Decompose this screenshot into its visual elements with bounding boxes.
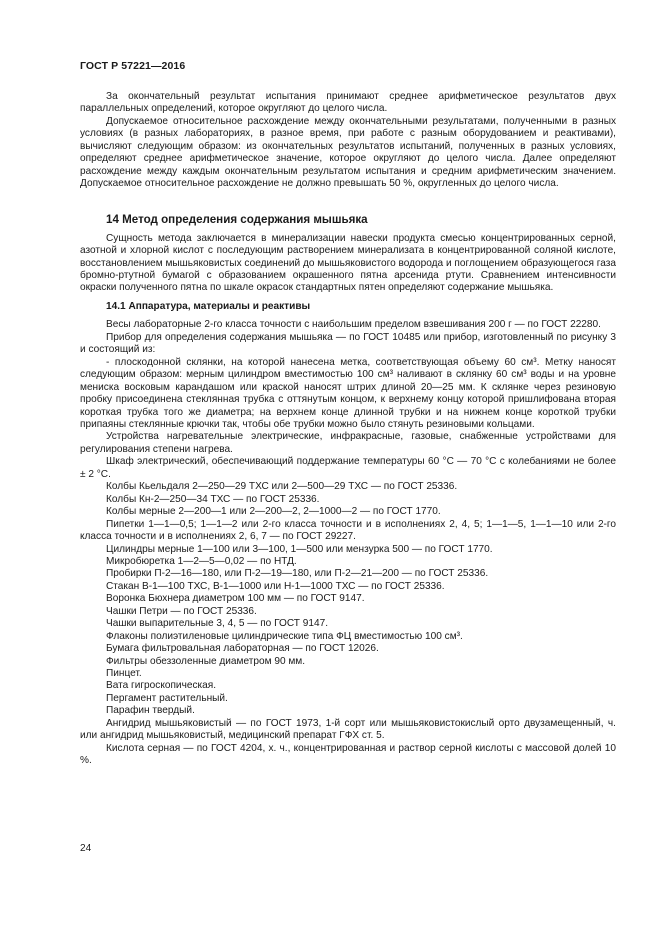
list-item: Чашки Петри — по ГОСТ 25336. [106,605,257,617]
list-item: Стакан В-1—100 ТХС, В-1—1000 или Н-1—1000 ТХС — по ГОСТ 25336. [106,580,445,592]
list-item: Шкаф электрический, обеспечивающий поддержание температуры 60 °С — 70 °С с колебаниями не более ± 2 °С. [80,456,616,480]
list-item: Пробирки П-2—16—180, или П-2—19—180, или П-2—21—200 — по ГОСТ 25336. [106,568,489,580]
list-item: Колбы Кьельдаля 2—250—29 ТХС или 2—500—29 ТХС — по ГОСТ 25336. [106,481,458,493]
list-item: Прибор для определения содержания мышьяка — по ГОСТ 10485 или прибор, изготовленный по рисунку 3 и состоящий из: [80,331,616,356]
list-item: Весы лабораторные 2-го класса точности с наибольшим пределом взвешивания 200 г — по ГОСТ 22280. [106,319,601,331]
section-title: 14 Метод определения содержания мышьяка [106,212,368,226]
equipment-list [80,319,616,767]
paragraph-final-result: За окончательный результат испытания принимают среднее арифметическое результатов двух параллельных определений, которое округляют до целого числа. [80,91,616,115]
list-item: Цилиндры мерные 1—100 или 3—100, 1—500 или мензурка 500 — по ГОСТ 1770. [106,543,493,555]
list-item: Парафин твердый. [106,705,195,717]
list-item: Кислота серная — по ГОСТ 4204, х. ч., концентрированная и раствор серной кислоты с массовой долей 10 %. [80,742,616,767]
paragraph-allowed-discrepancy: Допускаемое относительное расхождение между окончательными результатами, полученными в разных условиях (в разных лабораториях, в разное время, при работе с разным оборудованием и реактивами), вычисляют следующим образом: из окончательных результатов испытаний, полученных в разных условиях, определяют среднее арифметическое значение, которое округляют до целого числа. Далее определяют расхождение между каждым окончательным результатом испытания и средним арифметическим значением. Допускаемое относительное расхождение не должно превышать 50 %, округленных до целого числа. [80,115,616,190]
paragraph-method-essence: Сущность метода заключается в минерализации навески продукта смесью концентрированных серной, азотной и хлорной кислот с последующим растворением минерализата в концентрированной соляной кислоте, восстановлением мышьяковистых соединений до мышьяковистого водорода и поглощением образующегося газа бромно-ртутной бумагой с образованием окрашенного пятна арсенида ртути. Сравнением интенсивности окраски полученного пятна по шкале окрасок стандартных пятен определяют содержание мышьяка. [80,232,616,294]
page-number: 24 [80,843,92,854]
subsection-title: 14.1 Аппаратура, материалы и реактивы [106,300,311,312]
list-item: Микробюретка 1—2—5—0,02 — по НТД. [106,555,297,567]
list-item: Колбы Кн-2—250—34 ТХС — по ГОСТ 25336. [106,493,320,505]
list-item: Фильтры обеззоленные диаметром 90 мм. [106,655,306,667]
list-item: Колбы мерные 2—200—1 или 2—200—2, 2—1000—2 — по ГОСТ 1770. [106,506,441,518]
document-header: ГОСТ Р 57221—2016 [80,60,186,72]
list-item: Чашки выпарительные 3, 4, 5 — по ГОСТ 9147. [106,618,329,630]
list-item: - плоскодонной склянки, на которой нанесена метка, соответствующая объему 60 см³. Метку наносят следующим образом: мерным цилиндром вместимостью 100 см³ наливают в склянку 60 см³ воды и на уровне мениска восковым карандашом или краской наносят штрих длиной 20—25 мм. К склянке через резиновую пробку присоединена стеклянная трубка с оттянутым концом, к верхнему концу которой пришлифована вторая короткая трубка того же диаметра; на верхнем конце длинной трубки и на нижнем конце короткой трубки припаяны стеклянные крючки так, чтобы обе трубки можно было стянуть резиновыми кольцами. [80,356,616,430]
list-item: Вата гигроскопическая. [106,680,217,692]
page-content [80,91,616,768]
list-item: Пипетки 1—1—0,5; 1—1—2 или 2-го класса точности и в исполнениях 2, 4, 5; 1—1—5, 1—1—10 или 2-го класса точности и в исполнениях 2, 6, 7 — по ГОСТ 29227. [80,518,616,543]
list-item: Пинцет. [106,668,142,680]
list-item: Пергамент растительный. [106,692,228,704]
list-item: Бумага фильтровальная лабораторная — по ГОСТ 12026. [106,643,379,655]
list-item: Воронка Бюхнера диаметром 100 мм — по ГОСТ 9147. [106,593,365,605]
list-item: Флаконы полиэтиленовые цилиндрические типа ФЦ вместимостью 100 см³. [106,630,463,642]
list-item: Ангидрид мышьяковистый — по ГОСТ 1973, 1-й сорт или мышьяковистокислый орто двузамещенный, ч. или ангидрид мышьяковистый, медицинский препарат ГФХ ст. 5. [80,717,616,742]
list-item: Устройства нагревательные электрические, инфракрасные, газовые, снабженные устройствами для регулирования степени нагрева. [80,431,616,455]
